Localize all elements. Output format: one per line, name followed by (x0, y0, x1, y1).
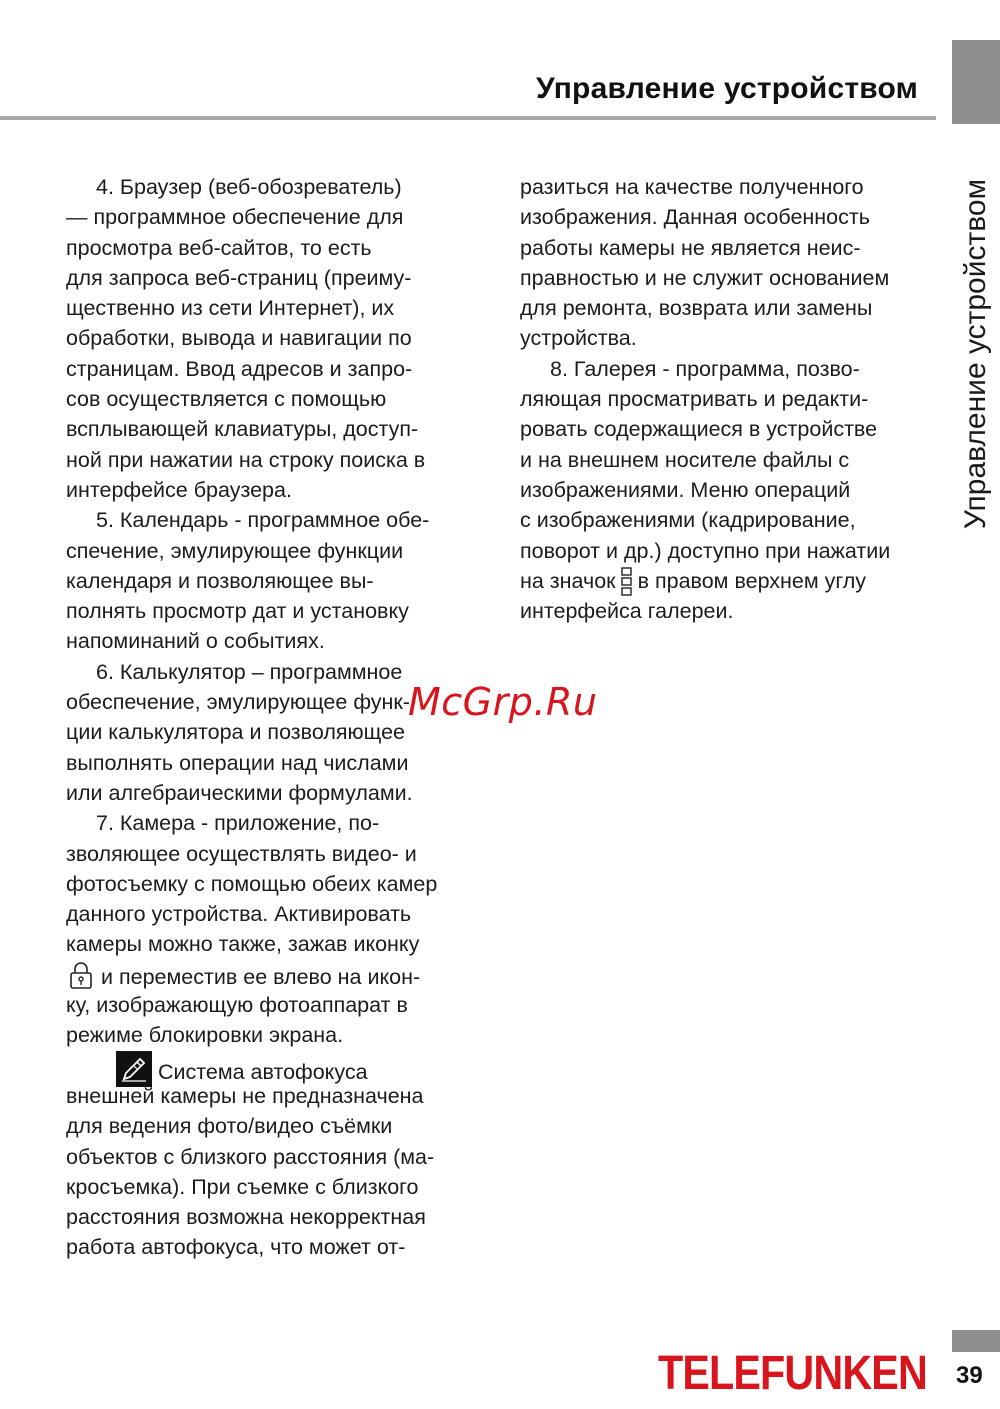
text-line: ровать содержащиеся в устройстве (520, 417, 878, 442)
note-text: Система автофокуса (158, 1059, 368, 1084)
brand-logo: TELEFUNKEN (658, 1347, 927, 1400)
text-line: ции калькулятора и позволяющее (66, 720, 405, 745)
text-line: устройства. (520, 326, 637, 351)
text-line: работы камеры не является неис- (520, 235, 861, 260)
side-tab-marker (952, 40, 1000, 124)
text-line: интерфейсе браузера. (66, 477, 292, 502)
right-text-column (520, 172, 935, 626)
page-number: 39 (956, 1362, 983, 1389)
text-line: всплывающей клавиатуры, доступ- (66, 417, 419, 442)
text-line: спечение, эмулирующее функции (66, 538, 404, 563)
header-divider (0, 116, 936, 120)
text-line: изображения. Данная особенность (520, 205, 870, 230)
text-line: изображениями. Меню операций (520, 477, 851, 502)
text-line: ляющая просматривать и редакти- (520, 387, 869, 412)
text-line-with-icon (66, 960, 481, 990)
text-line: 6. Калькулятор – программное (96, 659, 403, 684)
text-line: щественно из сети Интернет), их (66, 296, 395, 321)
page-tab-marker (952, 1330, 1000, 1352)
text-line: зволяющее осуществлять видео- и (66, 841, 417, 866)
text-line-with-icon (520, 566, 935, 596)
text-line: — программное обеспечение для (66, 205, 404, 230)
text-line: календаря и позволяющее вы- (66, 568, 374, 593)
text-line: 5. Календарь - программное обе- (96, 508, 430, 533)
watermark: McGrp.Ru (408, 680, 598, 724)
text-line: выполнять операции над числами (66, 750, 409, 775)
text-line: 7. Камера - приложение, по- (96, 811, 380, 836)
text-line: правностью и не служит основанием (520, 265, 890, 290)
text-line: обеспечение, эмулирующее функ- (66, 690, 410, 715)
text-line: напоминаний о событиях. (66, 629, 325, 654)
text-line: страницам. Ввод адресов и запро- (66, 356, 413, 381)
side-section-label: Управление устройством (959, 178, 992, 530)
text-line: 8. Галерея - программа, позво- (550, 356, 860, 381)
text-line: данного устройства. Активировать (66, 902, 412, 927)
text-line: для ведения фото/видео съёмки (66, 1114, 393, 1139)
note-line (66, 1051, 481, 1084)
page-title: Управление устройством (536, 72, 918, 105)
menu-dots-icon (620, 566, 634, 596)
text-line: объектов с близкого расстояния (ма- (66, 1144, 435, 1169)
text-line: или алгебраическими формулами. (66, 780, 413, 805)
text-line: поворот и др.) доступно при нажатии (520, 538, 891, 563)
text-fragment: в правом верхнем углу (637, 568, 867, 593)
text-line: полнять просмотр дат и установку (66, 599, 409, 624)
text-line: сов осуществляется с помощью (66, 387, 387, 412)
text-line: разиться на качестве полученного (520, 175, 864, 199)
text-line: и переместив ее влево на икон- (101, 964, 421, 989)
text-line: фотосъемку с помощью обеих камер (66, 871, 438, 896)
text-line: камеры можно также, зажав иконку (66, 932, 420, 957)
text-line: кросъемка). При съемке с близкого (66, 1174, 419, 1199)
text-line: просмотра веб-сайтов, то есть (66, 235, 372, 260)
text-line: режиме блокировки экрана. (66, 1023, 344, 1048)
text-line: внешней камеры не предназначена (66, 1083, 424, 1108)
text-line: расстояния возможна некорректная (66, 1205, 426, 1230)
text-line: для ремонта, возврата или замены (520, 296, 873, 321)
lock-icon (66, 960, 96, 990)
text-line: интерфейса галереи. (520, 599, 734, 624)
text-fragment: на значок (520, 568, 616, 593)
text-line: 4. Браузер (веб-обозреватель) (96, 175, 402, 199)
text-line: ной при нажатии на строку поиска в (66, 447, 426, 472)
text-line: работа автофокуса, что может от- (66, 1235, 406, 1260)
text-line: ку, изображающую фотоаппарат в (66, 993, 408, 1018)
text-line: с изображениями (кадрирование, (520, 508, 856, 533)
text-line: для запроса веб-страниц (преиму- (66, 265, 412, 290)
text-line: обработки, вывода и навигации по (66, 326, 412, 351)
text-line: и на внешнем носителе файлы с (520, 447, 850, 472)
